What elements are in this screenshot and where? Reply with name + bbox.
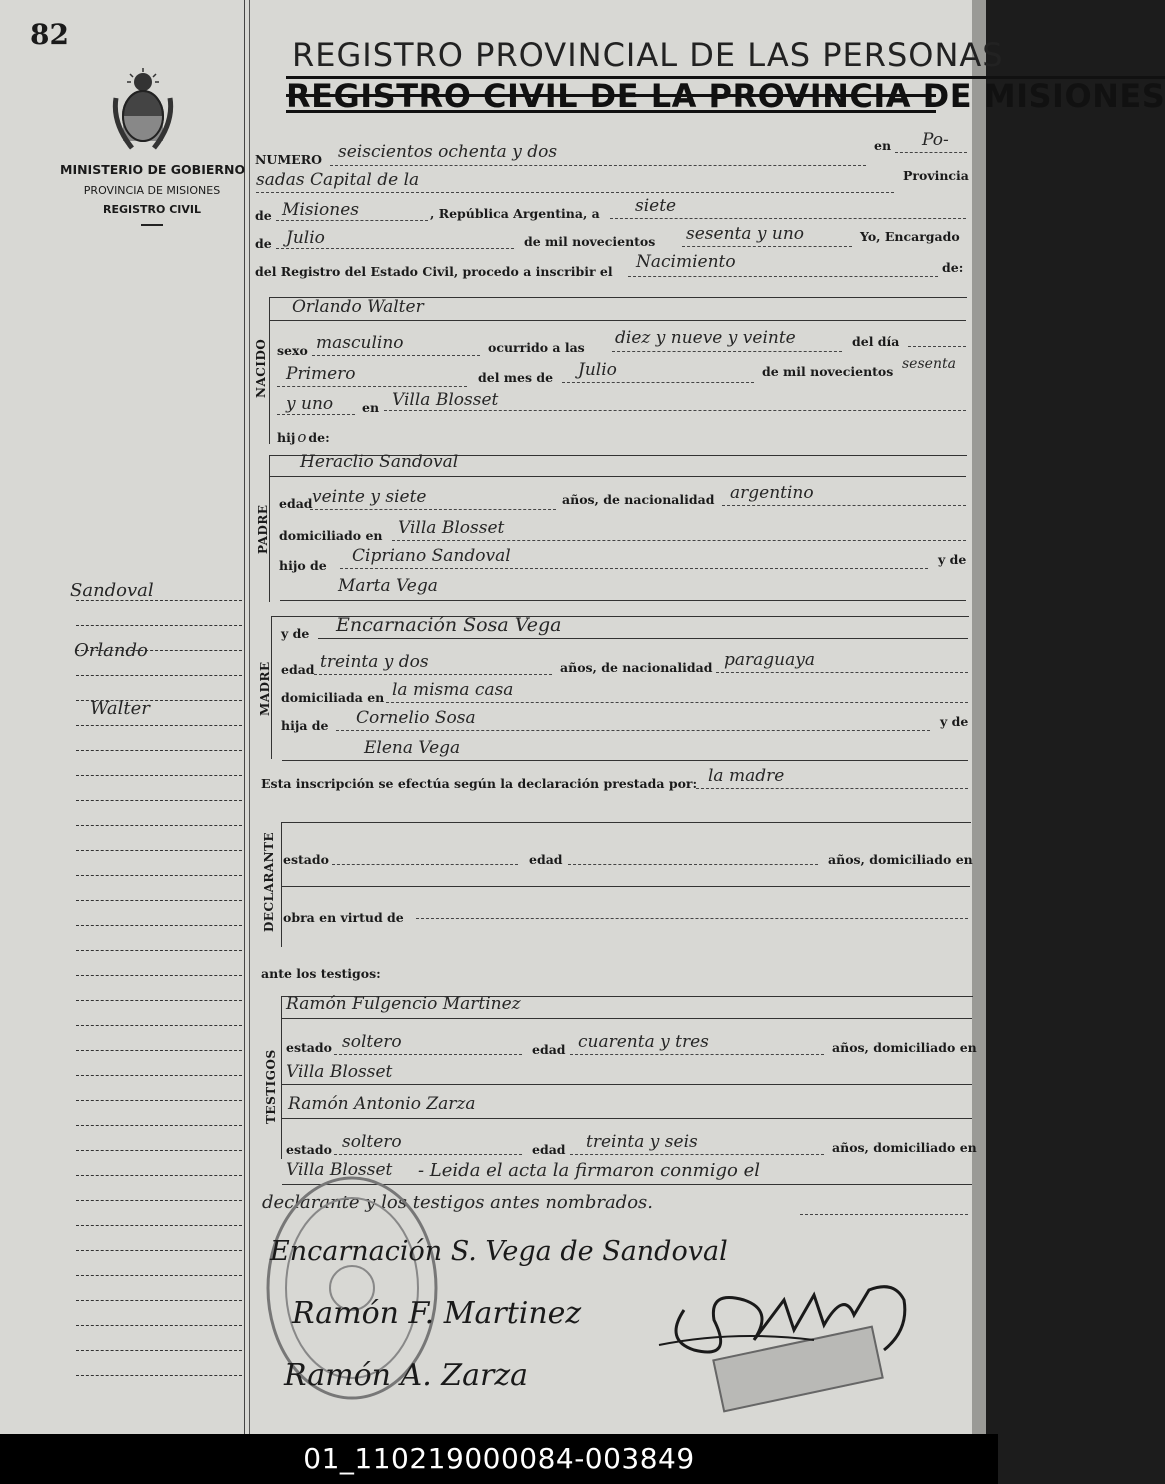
madre-parent2-line bbox=[282, 760, 968, 761]
t1-estado-value: soltero bbox=[342, 1032, 402, 1052]
padre-parent1-line bbox=[340, 568, 928, 569]
margin-rule-line bbox=[76, 1000, 242, 1001]
en-line bbox=[895, 152, 967, 153]
declarante-edad-line bbox=[568, 864, 818, 865]
month-born-line bbox=[562, 382, 754, 383]
margin-rule-line bbox=[76, 1225, 242, 1226]
del-dia-label: del día bbox=[852, 334, 900, 349]
margin-middlename: Walter bbox=[90, 698, 150, 719]
yo-label: Yo, Encargado bbox=[860, 229, 960, 244]
sexo-line bbox=[312, 355, 480, 356]
padre-nacionalidad-value: argentino bbox=[730, 483, 814, 503]
hijo-prefix: hij bbox=[277, 430, 296, 445]
page-number: 82 bbox=[30, 18, 69, 51]
declaracion-line bbox=[696, 788, 968, 789]
en-label: en bbox=[874, 138, 892, 153]
de-label: de bbox=[255, 208, 272, 223]
madre-edad-value: treinta y dos bbox=[320, 652, 429, 672]
t2-edad-value: treinta y seis bbox=[586, 1132, 698, 1152]
hijo-suffix: o bbox=[297, 428, 307, 446]
margin-rule-line bbox=[76, 1150, 242, 1151]
madre-nacionalidad-line bbox=[716, 672, 968, 673]
madre-domicilio-value: la misma casa bbox=[392, 680, 514, 700]
place-value: sadas Capital de la bbox=[256, 170, 420, 190]
margin-rule-line bbox=[76, 1325, 242, 1326]
t2-anos-label: años, domiciliado en bbox=[832, 1140, 977, 1155]
province-value: Misiones bbox=[282, 200, 359, 220]
signature-registrar bbox=[654, 1270, 914, 1384]
madre-hija-de-label: hija de bbox=[281, 718, 329, 733]
padre-parent1: Cipriano Sandoval bbox=[352, 546, 511, 566]
obra-label: obra en virtud de bbox=[283, 910, 404, 925]
t1-name-line bbox=[282, 1018, 972, 1019]
margin-rule-line bbox=[76, 850, 242, 851]
padre-nacionalidad-label: años, de nacionalidad bbox=[562, 492, 715, 507]
declarante-bracket bbox=[281, 822, 971, 947]
ministry-line3: REGISTRO CIVIL bbox=[103, 203, 201, 216]
madre-edad-label: edad bbox=[281, 662, 315, 677]
declarante-estado-line bbox=[332, 864, 518, 865]
year-born-value-b: y uno bbox=[286, 394, 334, 414]
margin-rule-line bbox=[76, 800, 242, 801]
t1-anos-label: años, domiciliado en bbox=[832, 1040, 977, 1055]
provincia-label: Provincia bbox=[903, 168, 969, 183]
margin-rule-line bbox=[76, 1300, 242, 1301]
de-label-2: de bbox=[255, 236, 272, 251]
padre-name: Heraclio Sandoval bbox=[300, 452, 459, 472]
month-line bbox=[276, 248, 514, 249]
day-born-line bbox=[277, 386, 467, 387]
margin-rule bbox=[244, 0, 245, 1434]
birthplace-value: Villa Blosset bbox=[392, 390, 499, 410]
t1-estado-label: estado bbox=[286, 1040, 332, 1055]
day-value: siete bbox=[635, 196, 677, 216]
t1-name: Ramón Fulgencio Martinez bbox=[286, 994, 521, 1014]
margin-rule-line bbox=[76, 1025, 242, 1026]
margin-rule-line bbox=[76, 900, 242, 901]
t1-edad-line bbox=[570, 1054, 824, 1055]
signature-witness-2: Ramón A. Zarza bbox=[284, 1358, 529, 1393]
padre-label: PADRE bbox=[256, 504, 270, 554]
year-born-label: de mil novecientos bbox=[762, 364, 894, 379]
margin-rule-2 bbox=[249, 0, 250, 1434]
ministry-divider bbox=[141, 224, 163, 226]
year-born-value-a: sesenta bbox=[902, 356, 956, 372]
t2-estado-line bbox=[334, 1154, 522, 1155]
t1-estado-line bbox=[334, 1054, 522, 1055]
madre-parent2: Elena Vega bbox=[364, 738, 461, 758]
mes-label: del mes de bbox=[478, 370, 554, 385]
nacido-name-line bbox=[270, 320, 966, 321]
margin-rule-line bbox=[76, 1175, 242, 1176]
madre-y-de-label-2: y de bbox=[940, 714, 969, 729]
declarante-label: DECLARANTE bbox=[262, 831, 276, 932]
t1-domicilio-line bbox=[282, 1084, 972, 1085]
ministry-line1: MINISTERIO DE GOBIERNO bbox=[60, 162, 246, 177]
madre-name: Encarnación Sosa Vega bbox=[336, 614, 562, 636]
header-title-line1: REGISTRO PROVINCIAL DE LAS PERSONAS bbox=[292, 36, 1004, 74]
declaracion-value: la madre bbox=[708, 766, 785, 786]
t1-edad-value: cuarenta y tres bbox=[578, 1032, 709, 1052]
madre-name-line bbox=[318, 638, 968, 639]
margin-rule-line bbox=[76, 750, 242, 751]
hour-line bbox=[612, 351, 842, 352]
testigos-label: TESTIGOS bbox=[264, 1049, 278, 1124]
t2-edad-label: edad bbox=[532, 1142, 566, 1157]
margin-rule-line bbox=[76, 1200, 242, 1201]
margin-rule-line bbox=[76, 1350, 242, 1351]
signature-witness-1: Ramón F. Martinez bbox=[292, 1296, 582, 1331]
t1-edad-label: edad bbox=[532, 1042, 566, 1057]
padre-name-line bbox=[270, 476, 966, 477]
ocurrido-label: ocurrido a las bbox=[488, 340, 585, 355]
registro-label: del Registro del Estado Civil, procedo a inscribir el bbox=[255, 264, 613, 279]
margin-rule-line bbox=[76, 725, 242, 726]
header-title-line2: REGISTRO CIVIL DE LA PROVINCIA DE MISIONES bbox=[286, 77, 1165, 115]
page-edge bbox=[972, 0, 986, 1434]
t2-domicilio-value: Villa Blosset bbox=[286, 1160, 393, 1180]
year-label: de mil novecientos bbox=[524, 234, 656, 249]
closing-line-2: declarante y los testigos antes nombrados. bbox=[262, 1192, 653, 1213]
madre-parent1: Cornelio Sosa bbox=[356, 708, 476, 728]
declarante-edad-label: edad bbox=[529, 852, 563, 867]
month-value: Julio bbox=[286, 228, 325, 248]
margin-rule-line bbox=[76, 1125, 242, 1126]
ministry-block bbox=[60, 162, 244, 226]
closing-line-2-rule bbox=[800, 1214, 968, 1215]
year-line bbox=[682, 246, 852, 247]
signature-declarant: Encarnación S. Vega de Sandoval bbox=[270, 1236, 728, 1267]
en-born-label: en bbox=[362, 400, 380, 415]
madre-nacionalidad-value: paraguaya bbox=[724, 650, 815, 670]
header-strike bbox=[286, 94, 936, 97]
padre-domicilio-line bbox=[392, 540, 966, 541]
t2-name: Ramón Antonio Zarza bbox=[288, 1094, 476, 1114]
de-colon: de: bbox=[942, 260, 964, 275]
numero-label: NUMERO bbox=[255, 152, 322, 167]
numero-value: seiscientos ochenta y dos bbox=[338, 142, 558, 162]
margin-rule-line bbox=[76, 775, 242, 776]
declarante-anos-label: años, domiciliado en bbox=[828, 852, 973, 867]
t2-estado-label: estado bbox=[286, 1142, 332, 1157]
padre-domicilio-label: domiciliado en bbox=[279, 528, 383, 543]
t1-domicilio-value: Villa Blosset bbox=[286, 1062, 393, 1082]
padre-parent2: Marta Vega bbox=[338, 576, 438, 596]
madre-nacionalidad-label: años, de nacionalidad bbox=[560, 660, 713, 675]
birthplace-line bbox=[384, 410, 966, 411]
padre-nacionalidad-line bbox=[722, 505, 966, 506]
nacido-label: NACIDO bbox=[254, 338, 268, 398]
t2-edad-line bbox=[570, 1154, 824, 1155]
en-value: Po- bbox=[922, 130, 949, 150]
madre-edad-line bbox=[314, 674, 552, 675]
province-line bbox=[276, 220, 428, 221]
ante-label: ante los testigos: bbox=[261, 966, 381, 981]
hijo-label bbox=[277, 428, 330, 446]
margin-rule-line bbox=[76, 1250, 242, 1251]
margin-rule-line bbox=[76, 1100, 242, 1101]
margin-rule-line bbox=[76, 975, 242, 976]
padre-edad-value: veinte y siete bbox=[312, 487, 427, 507]
madre-label: MADRE bbox=[258, 661, 272, 716]
madre-domicilio-label: domiciliada en bbox=[281, 690, 385, 705]
madre-parent1-line bbox=[336, 730, 930, 731]
margin-rule-line bbox=[76, 675, 242, 676]
day-born-value: Primero bbox=[286, 364, 356, 384]
month-born-value: Julio bbox=[578, 360, 617, 380]
sexo-label: sexo bbox=[277, 343, 308, 358]
padre-domicilio-value: Villa Blosset bbox=[398, 518, 505, 538]
closing-line-1: - Leida el acta la firmaron conmigo el bbox=[418, 1160, 760, 1181]
madre-domicilio-line bbox=[386, 702, 968, 703]
hijo-de: de: bbox=[308, 430, 330, 445]
del-dia-line bbox=[908, 346, 966, 347]
margin-rule-line bbox=[76, 950, 242, 951]
act-line bbox=[628, 276, 938, 277]
margin-rule-line bbox=[76, 925, 242, 926]
margin-rule-line bbox=[76, 825, 242, 826]
republica-label: , República Argentina, a bbox=[430, 206, 600, 221]
declarante-line-3 bbox=[282, 886, 970, 887]
padre-edad-line bbox=[310, 509, 556, 510]
margin-rule-line bbox=[76, 1075, 242, 1076]
margin-surname: Sandoval bbox=[70, 580, 154, 601]
declarante-estado-label: estado bbox=[283, 852, 329, 867]
coat-of-arms-icon bbox=[112, 68, 174, 156]
padre-y-de-label: y de bbox=[938, 552, 967, 567]
sexo-value: masculino bbox=[316, 333, 404, 353]
madre-y-de-label: y de bbox=[281, 626, 310, 641]
image-id-footer: 01_110219000084-003849 bbox=[0, 1434, 998, 1484]
year-born-line bbox=[277, 414, 355, 415]
padre-hijo-de-label: hijo de bbox=[279, 558, 327, 573]
margin-rule-line bbox=[76, 625, 242, 626]
t2-name-line bbox=[282, 1118, 972, 1119]
obra-line bbox=[416, 918, 968, 919]
place-line bbox=[256, 192, 894, 193]
declaracion-label: Esta inscripción se efectúa según la declaración prestada por: bbox=[261, 776, 698, 791]
year-value: sesenta y uno bbox=[686, 224, 805, 244]
t2-estado-value: soltero bbox=[342, 1132, 402, 1152]
margin-rule-line bbox=[76, 875, 242, 876]
margin-rule-line bbox=[76, 1375, 242, 1376]
hour-value: diez y nueve y veinte bbox=[615, 328, 796, 348]
margin-rule-line bbox=[76, 1275, 242, 1276]
margin-rule-line bbox=[76, 1050, 242, 1051]
numero-line bbox=[330, 165, 866, 166]
ministry-line2: PROVINCIA DE MISIONES bbox=[83, 184, 221, 197]
padre-edad-label: edad bbox=[279, 496, 313, 511]
nacido-name: Orlando Walter bbox=[292, 297, 424, 317]
act-type: Nacimiento bbox=[636, 252, 736, 272]
header-underline bbox=[286, 110, 936, 113]
padre-parent2-line bbox=[280, 600, 966, 601]
margin-firstname: Orlando bbox=[74, 640, 148, 661]
day-line bbox=[610, 218, 966, 219]
